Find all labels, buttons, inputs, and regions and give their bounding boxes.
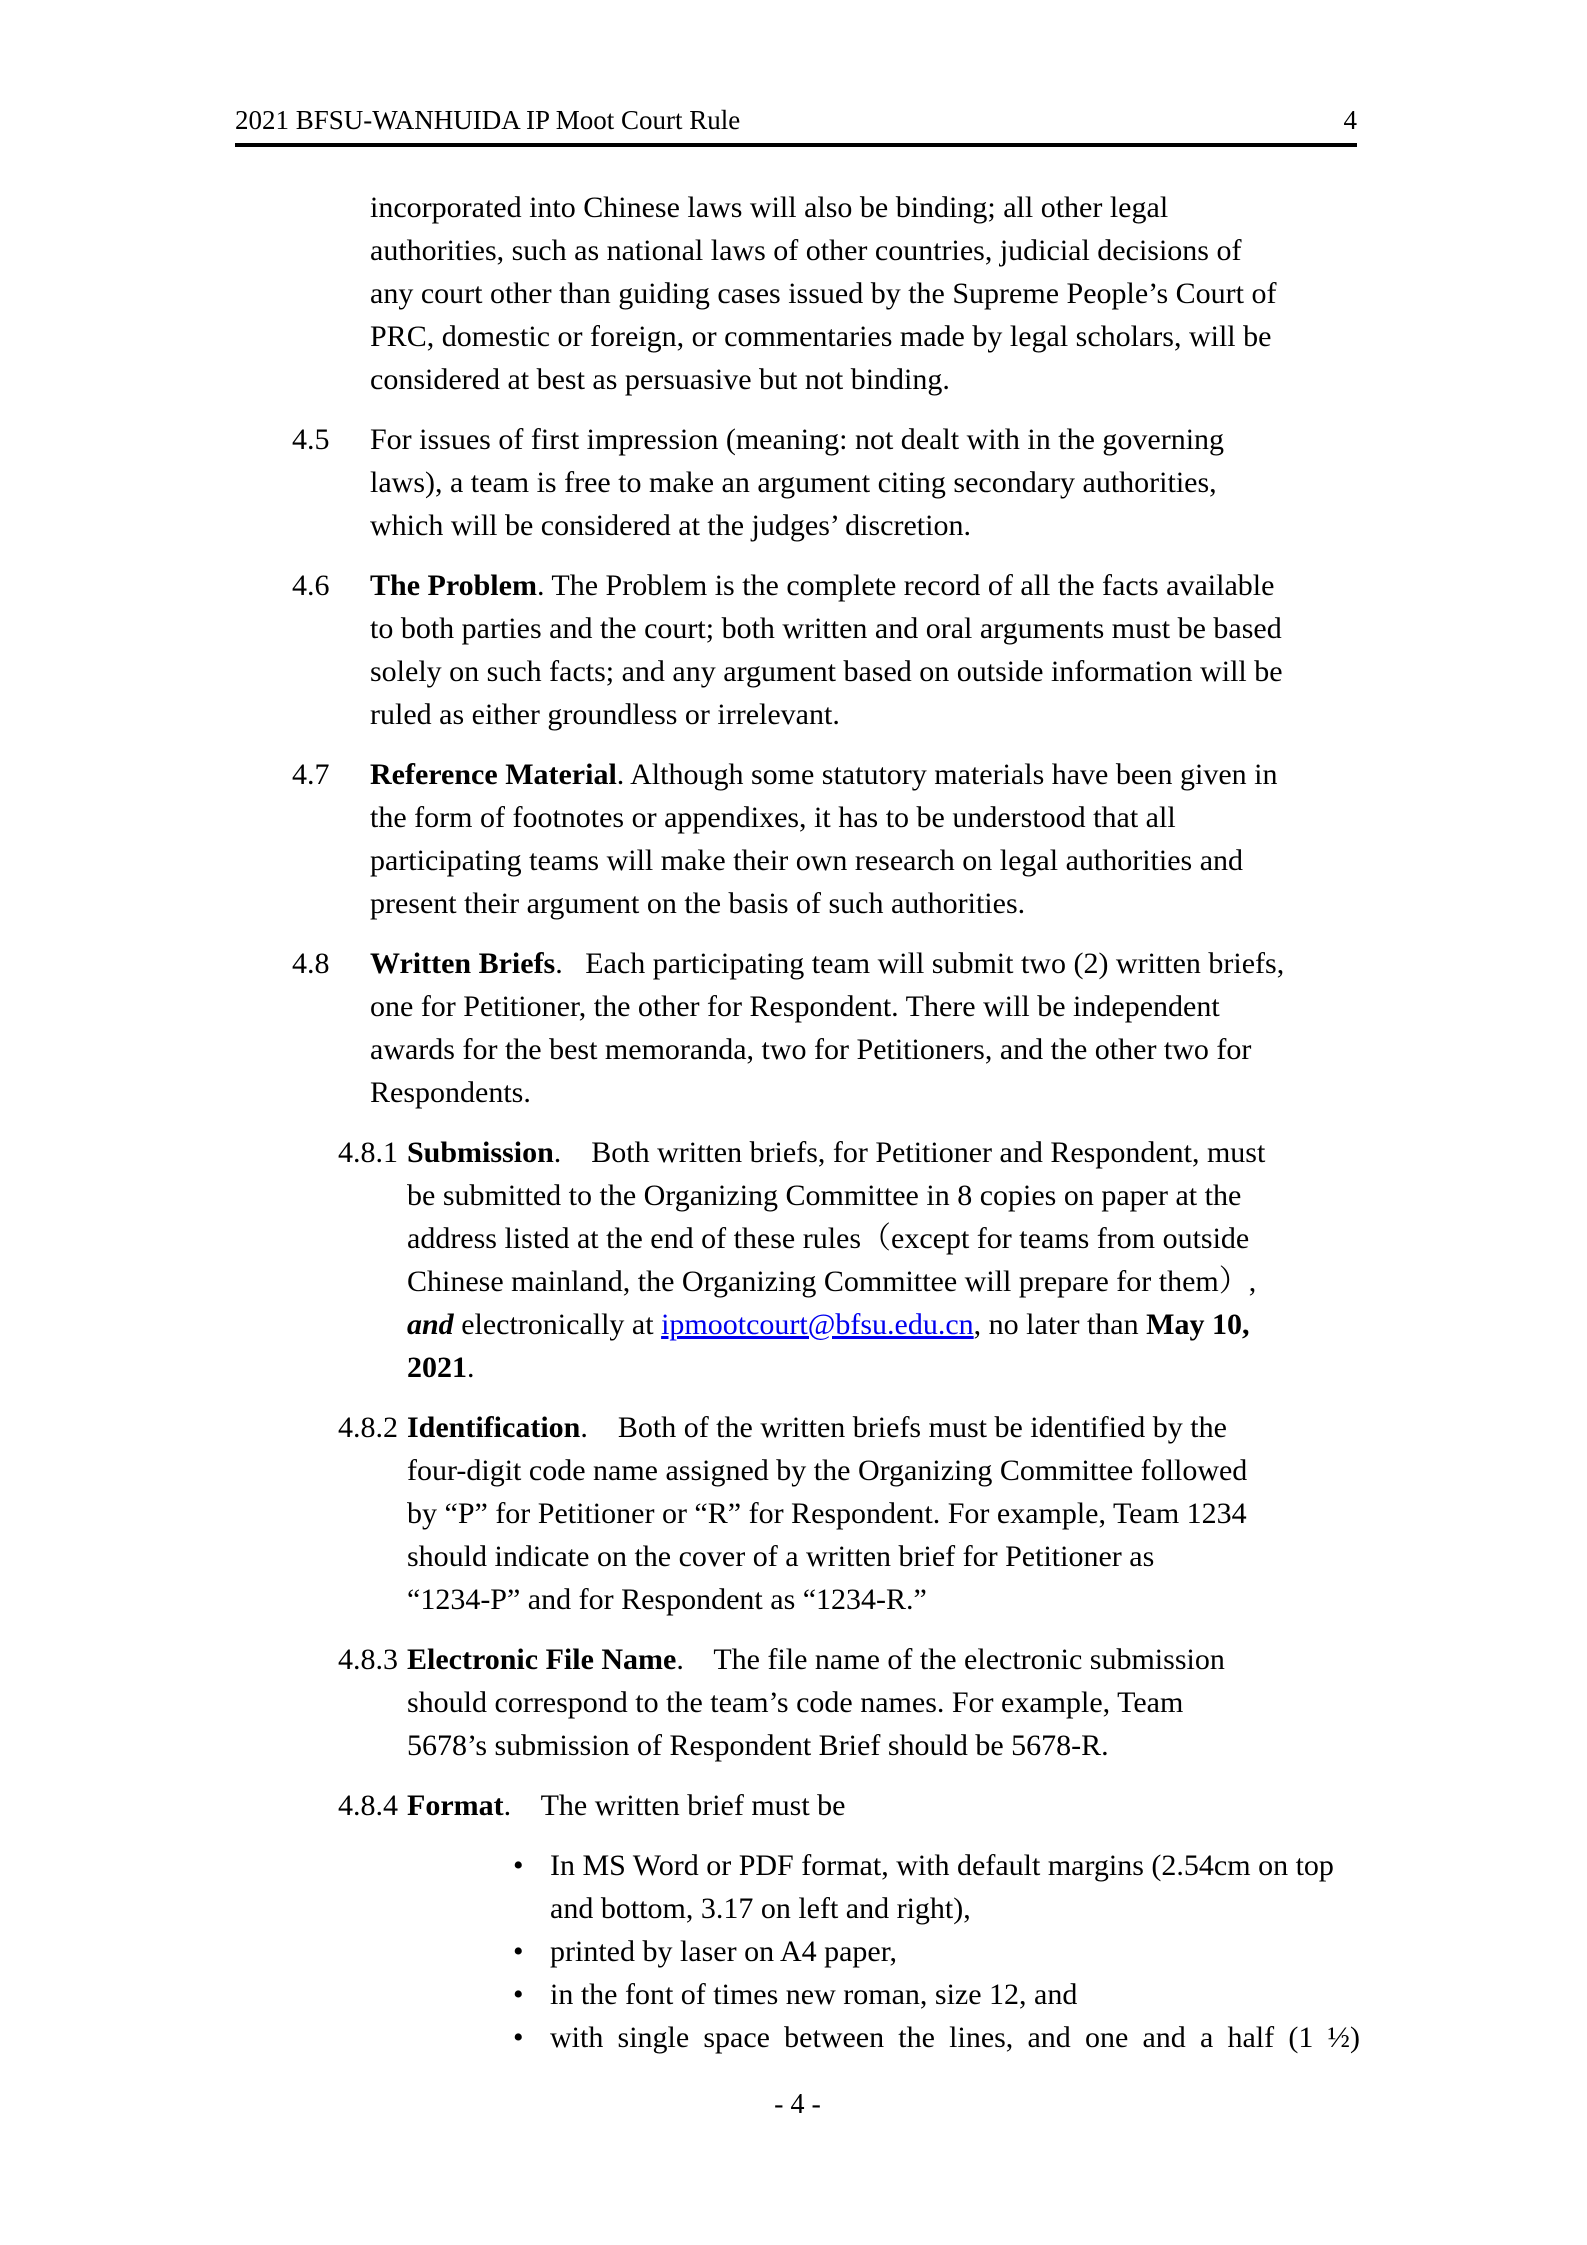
text-line (370, 607, 1360, 650)
page-footer (235, 2088, 1360, 2122)
text-line (407, 1131, 1360, 1174)
text-line (370, 1071, 1360, 1114)
section-number: 4.8.2 (338, 1411, 398, 1444)
text-run: electronically at (453, 1308, 662, 1341)
text-line (407, 1638, 1360, 1681)
text-line (370, 418, 1360, 461)
text-run: “1234-P” and for Respondent as “1234-R.” (407, 1583, 927, 1616)
text-line (370, 272, 1360, 315)
text-line (407, 1578, 1360, 1621)
text-line (407, 1217, 1360, 1260)
text-run: The Problem (370, 569, 537, 602)
text-line (407, 1724, 1360, 1767)
text-run: considered at best as persuasive but not binding. (370, 363, 950, 396)
text-run: solely on such facts; and any argument based on outside information will be (370, 655, 1283, 688)
text-line (370, 461, 1360, 504)
text-run: Reference Material (370, 758, 617, 791)
text-run: address listed at the end of these rules（except for teams from outside (407, 1222, 1250, 1255)
text-run: in the font of times new roman, size 12, and (550, 1978, 1078, 2011)
bullet-item (235, 1930, 1360, 1973)
text-line (370, 839, 1360, 882)
text-line (550, 1930, 1360, 1973)
text-run: be submitted to the Organizing Committee in 8 copies on paper at the (407, 1179, 1242, 1212)
text-run: Submission (407, 1136, 554, 1169)
text-run: authorities, such as national laws of other countries, judicial decisions of (370, 234, 1242, 267)
text-line (407, 1681, 1360, 1724)
section-number: 4.8.1 (338, 1136, 398, 1169)
text-line (370, 229, 1360, 272)
bullet-item (235, 1973, 1360, 2016)
bullet-icon: • (513, 1978, 524, 2011)
text-run: Chinese mainland, the Organizing Committee will prepare for them）, (407, 1265, 1257, 1298)
section-number: 4.8 (292, 947, 330, 980)
text-run: participating teams will make their own research on legal authorities and (370, 844, 1244, 877)
text-run: 2021 (407, 1351, 467, 1384)
paragraph-4.8.2 (235, 1406, 1360, 1621)
text-line (370, 186, 1360, 229)
text-line (370, 504, 1360, 547)
text-run: to both parties and the court; both written and oral arguments must be based (370, 612, 1282, 645)
text-run: . (467, 1351, 475, 1384)
text-run: 5678’s submission of Respondent Brief should be 5678-R. (407, 1729, 1109, 1762)
paragraph-4.7 (235, 753, 1360, 925)
text-line (370, 985, 1360, 1028)
text-run: Identification (407, 1411, 581, 1444)
paragraph-4.6 (235, 564, 1360, 736)
text-run: May 10, (1146, 1308, 1250, 1341)
text-run: . The file name of the electronic submission (676, 1643, 1225, 1676)
text-line (370, 564, 1360, 607)
text-run: printed by laser on A4 paper, (550, 1935, 898, 1968)
paragraph-4.8.3 (235, 1638, 1360, 1767)
text-run: Electronic File Name (407, 1643, 677, 1676)
page-header (235, 104, 1357, 147)
text-run: any court other than guiding cases issued by the Supreme People’s Court of (370, 277, 1277, 310)
paragraph-4.5 (235, 418, 1360, 547)
text-line (407, 1492, 1360, 1535)
text-line (370, 753, 1360, 796)
text-run: and (407, 1308, 454, 1341)
header-page-number: 4 (1343, 105, 1357, 135)
text-run: . The written brief must be (503, 1789, 846, 1822)
text-run: Respondents. (370, 1076, 531, 1109)
bullet-icon: • (513, 1849, 524, 1882)
text-line (370, 693, 1360, 736)
text-run: awards for the best memoranda, two for Petitioners, and the other two for (370, 1033, 1252, 1066)
section-number: 4.8.3 (338, 1643, 398, 1676)
text-line (407, 1346, 1360, 1389)
text-line (550, 1887, 1360, 1930)
text-run: . The Problem is the complete record of all the facts available (536, 569, 1275, 602)
text-run: should correspond to the team’s code names. For example, Team (407, 1686, 1184, 1719)
text-run: with single space between the lines, and one and a half (1 ½) (550, 2021, 1360, 2054)
text-run: one for Petitioner, the other for Respondent. There will be independent (370, 990, 1220, 1023)
text-run: . Although some statutory materials have been given in (616, 758, 1278, 791)
bullet-icon: • (513, 1935, 524, 1968)
text-line (370, 942, 1360, 985)
section-number: 4.6 (292, 569, 330, 602)
text-line (370, 796, 1360, 839)
section-number: 4.7 (292, 758, 330, 791)
paragraph-4.8.1 (235, 1131, 1360, 1389)
section-number: 4.8.4 (338, 1789, 398, 1822)
header-title: 2021 BFSU-WANHUIDA IP Moot Court Rule (235, 105, 741, 135)
text-run: incorporated into Chinese laws will also be binding; all other legal (370, 191, 1169, 224)
bullet-item (235, 1844, 1360, 1930)
text-run: ruled as either groundless or irrelevant. (370, 698, 840, 731)
email-link[interactable]: ipmootcourt@bfsu.edu.cn (661, 1308, 974, 1341)
text-run: present their argument on the basis of such authorities. (370, 887, 1026, 920)
text-run: four-digit code name assigned by the Organizing Committee followed (407, 1454, 1248, 1487)
text-run: which will be considered at the judges’ discretion. (370, 509, 971, 542)
text-line (407, 1535, 1360, 1578)
text-line (550, 1844, 1360, 1887)
text-run: . Each participating team will submit two (2) written briefs, (555, 947, 1285, 980)
bullet-item (235, 2016, 1360, 2059)
paragraph-4.8.4 (235, 1784, 1360, 1827)
text-run: . Both of the written briefs must be identified by the (580, 1411, 1227, 1444)
text-line (370, 358, 1360, 401)
text-line (407, 1303, 1360, 1346)
text-line (407, 1260, 1360, 1303)
text-run: PRC, domestic or foreign, or commentaries made by legal scholars, will be (370, 320, 1272, 353)
text-run: . Both written briefs, for Petitioner and Respondent, must (553, 1136, 1266, 1169)
text-run: laws), a team is free to make an argument citing secondary authorities, (370, 466, 1217, 499)
bullet-icon: • (513, 2021, 524, 2054)
text-run: , no later than (973, 1308, 1147, 1341)
text-run: should indicate on the cover of a written brief for Petitioner as (407, 1540, 1155, 1573)
paragraph-4.8 (235, 942, 1360, 1114)
text-line (407, 1174, 1360, 1217)
document-body (235, 186, 1360, 2059)
text-line (407, 1406, 1360, 1449)
text-run: Format (407, 1789, 504, 1822)
text-line (370, 1028, 1360, 1071)
footer-page-label: - 4 - (774, 2089, 821, 2120)
text-run: Written Briefs (370, 947, 556, 980)
text-line (550, 1973, 1360, 2016)
text-line (370, 315, 1360, 358)
paragraph-continuation (235, 186, 1360, 401)
text-run: the form of footnotes or appendixes, it has to be understood that all (370, 801, 1176, 834)
text-run: and bottom, 3.17 on left and right), (550, 1892, 971, 1925)
section-number: 4.5 (292, 423, 330, 456)
text-run: For issues of first impression (meaning: not dealt with in the governing (370, 423, 1225, 456)
text-run: by “P” for Petitioner or “R” for Respondent. For example, Team 1234 (407, 1497, 1247, 1530)
text-line (407, 1784, 1360, 1827)
text-line (370, 882, 1360, 925)
text-line (370, 650, 1360, 693)
text-line (550, 2016, 1360, 2059)
text-run: In MS Word or PDF format, with default margins (2.54cm on top (550, 1849, 1334, 1882)
text-line (407, 1449, 1360, 1492)
